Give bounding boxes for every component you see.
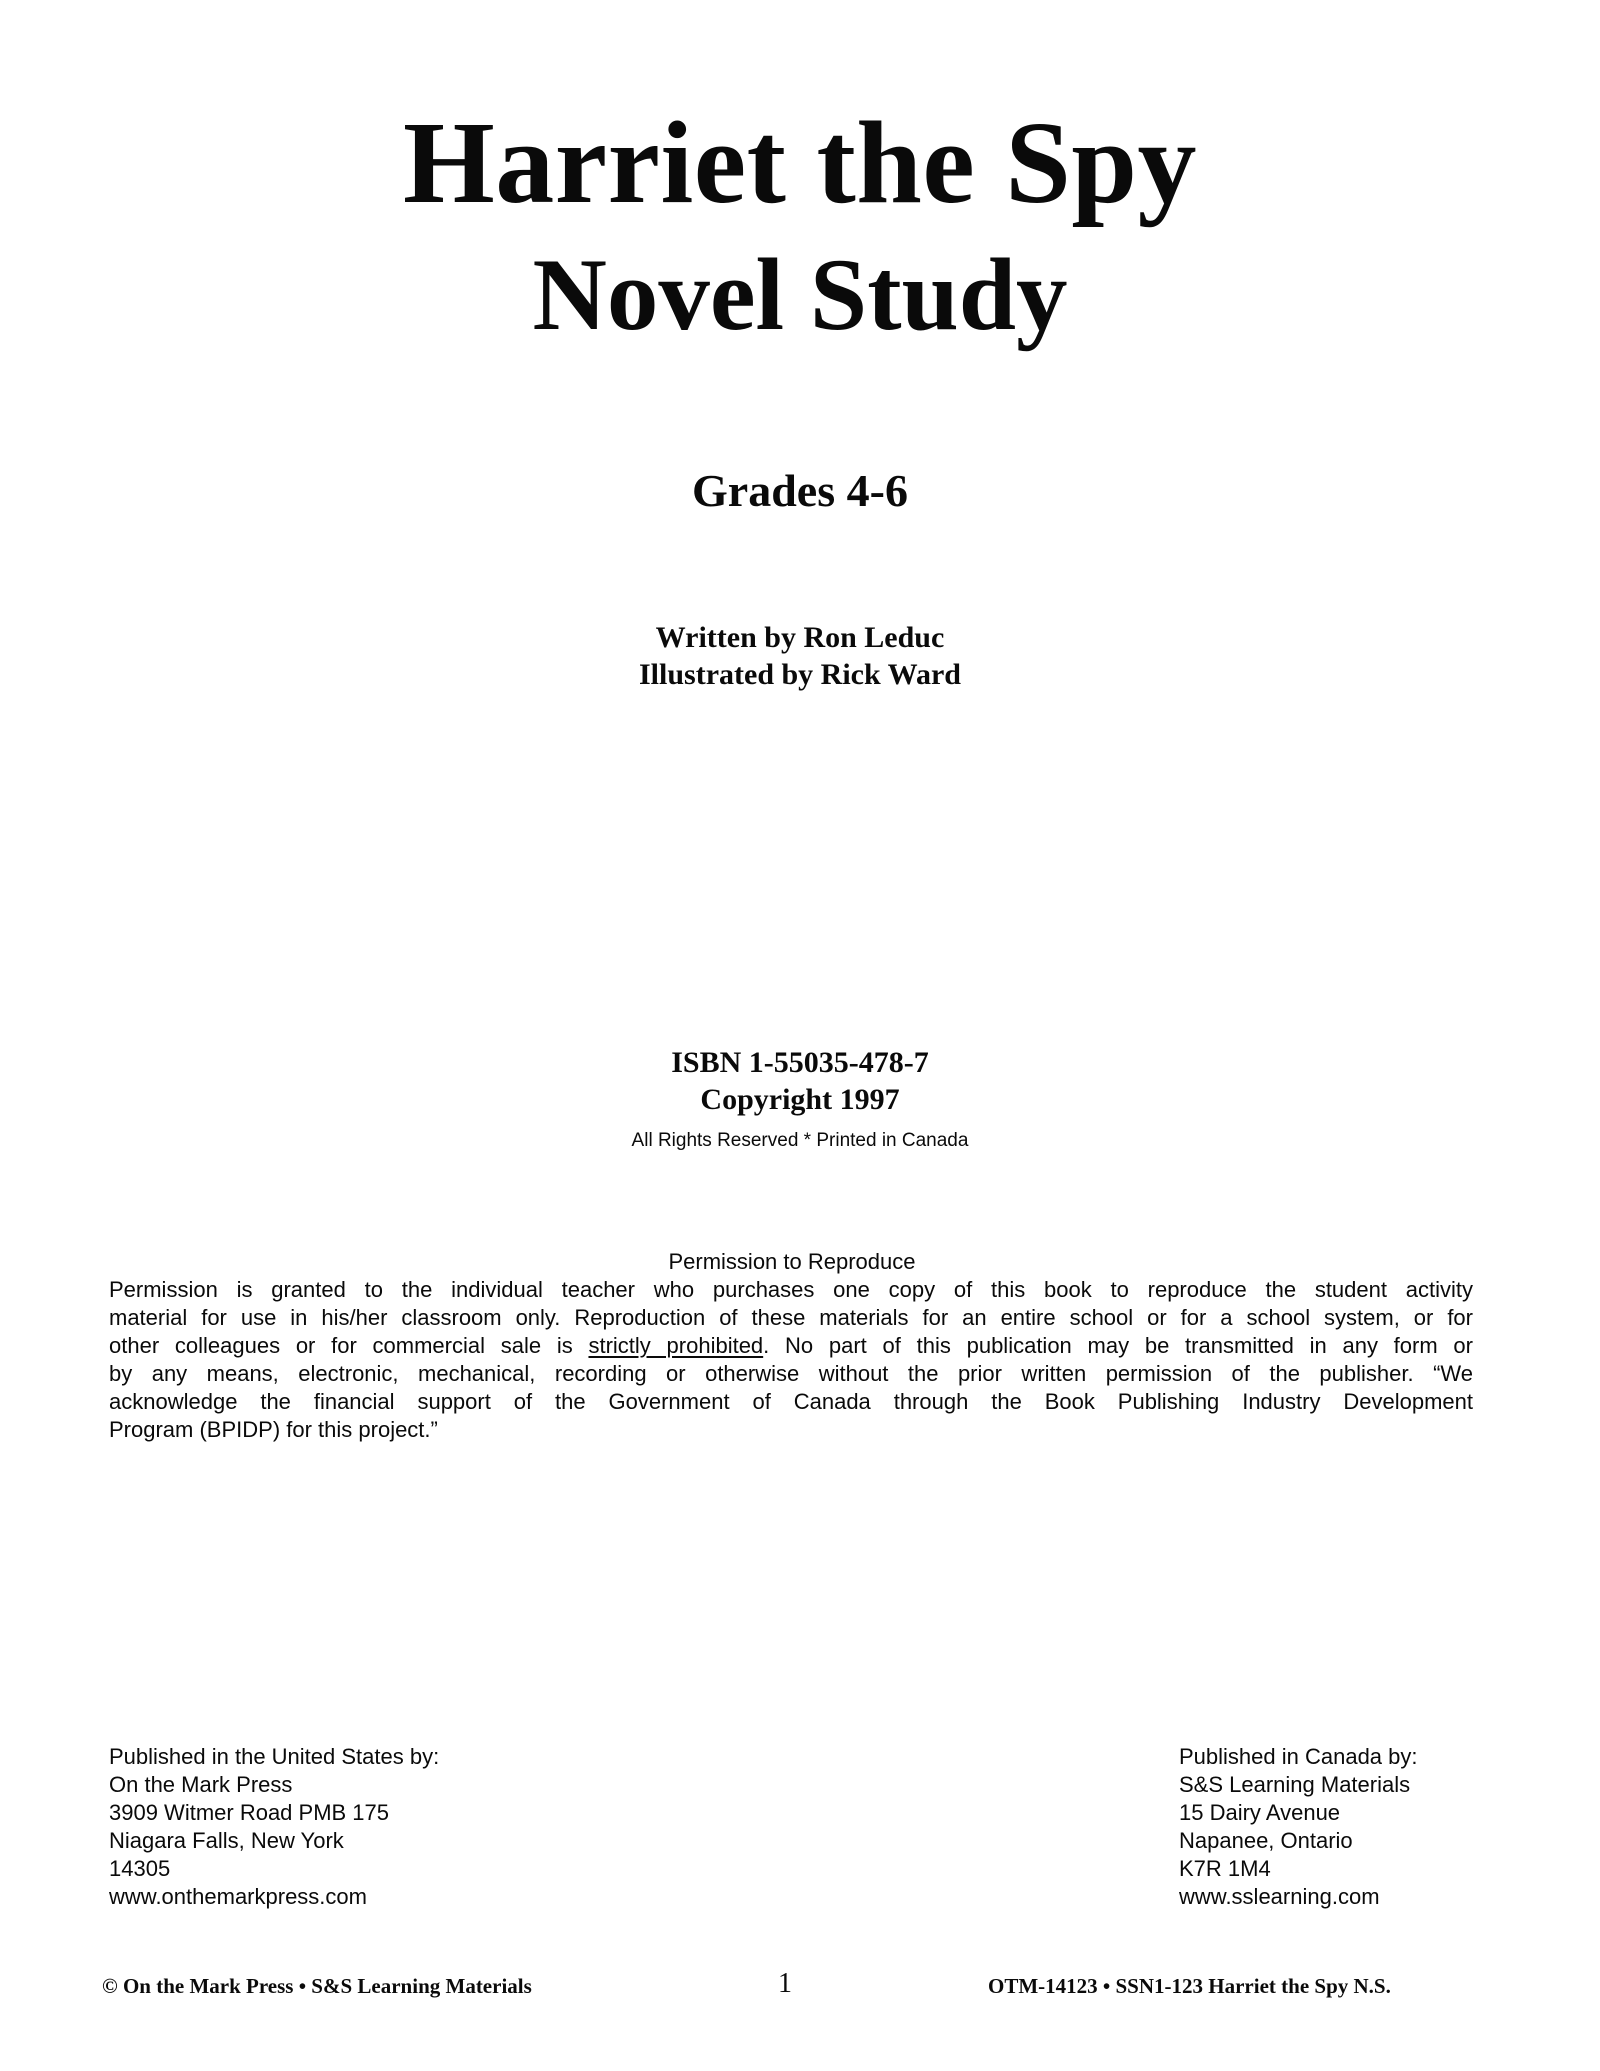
footer-copyright: © On the Mark Press • S&S Learning Materials <box>102 1974 532 1998</box>
paragraph-text: Permission is granted to the individual teacher who purchases one copy of this book to reproduce the student activity <box>109 1277 1473 1302</box>
us-publisher-city: Niagara Falls, New York <box>109 1828 344 1853</box>
permission-paragraph <box>109 1276 1473 1444</box>
canada-publisher-website: www.sslearning.com <box>1179 1884 1380 1909</box>
paragraph-line <box>109 1304 1473 1332</box>
credits <box>0 619 1600 693</box>
canada-publisher-city: Napanee, Ontario <box>1179 1828 1353 1853</box>
paragraph-line <box>109 1332 1473 1360</box>
paragraph-text: material for use in his/her classroom only. Reproduction of these materials for an entire school or for a school system, or for <box>109 1305 1473 1330</box>
canada-publisher-name: S&S Learning Materials <box>1179 1772 1411 1797</box>
us-publisher-website: www.onthemarkpress.com <box>109 1884 367 1909</box>
canada-publisher-block <box>1179 1743 1418 1911</box>
rights-notice: All Rights Reserved * Printed in Canada <box>631 1130 969 1151</box>
us-publisher-street: 3909 Witmer Road PMB 175 <box>109 1800 390 1825</box>
grade-level: Grades 4-6 <box>692 465 908 516</box>
canada-publisher-street: 15 Dairy Avenue <box>1179 1800 1341 1825</box>
isbn-block <box>0 1044 1600 1118</box>
author-credit: Written by Ron Leduc <box>655 621 945 654</box>
page-number: 1 <box>778 1968 792 1999</box>
paragraph-text: Program (BPIDP) for this project.” <box>109 1417 438 1442</box>
permission-heading: Permission to Reproduce <box>668 1249 916 1274</box>
footer-product-code: OTM-14123 • SSN1-123 Harriet the Spy N.S. <box>988 1974 1391 1998</box>
paragraph-text: other colleagues or for commercial sale is <box>109 1333 589 1358</box>
canada-publisher-heading: Published in Canada by: <box>1179 1744 1418 1769</box>
paragraph-text: . No part of this publication may be transmitted in any form or <box>763 1333 1473 1358</box>
illustrator-credit: Illustrated by Rick Ward <box>639 658 961 691</box>
us-publisher-zip: 14305 <box>109 1856 171 1881</box>
paragraph-text: by any means, electronic, mechanical, recording or otherwise without the prior written permission of the publisher. “We <box>109 1361 1473 1386</box>
paragraph-line <box>109 1416 1473 1444</box>
paragraph-text: acknowledge the financial support of the Government of Canada through the Book Publishing Industry Development <box>109 1389 1473 1414</box>
us-publisher-name: On the Mark Press <box>109 1772 293 1797</box>
emphasis-strictly-prohibited: strictly prohibited <box>588 1333 764 1358</box>
isbn: ISBN 1-55035-478-7 <box>671 1046 929 1079</box>
canada-publisher-postal-code: K7R 1M4 <box>1179 1856 1271 1881</box>
title-line-1: Harriet the Spy <box>402 97 1198 228</box>
paragraph-line <box>109 1388 1473 1416</box>
us-publisher-block <box>109 1743 439 1911</box>
title-line-2: Novel Study <box>532 238 1068 352</box>
copyright: Copyright 1997 <box>700 1083 900 1116</box>
paragraph-line <box>109 1276 1473 1304</box>
paragraph-line <box>109 1360 1473 1388</box>
us-publisher-heading: Published in the United States by: <box>109 1744 440 1769</box>
